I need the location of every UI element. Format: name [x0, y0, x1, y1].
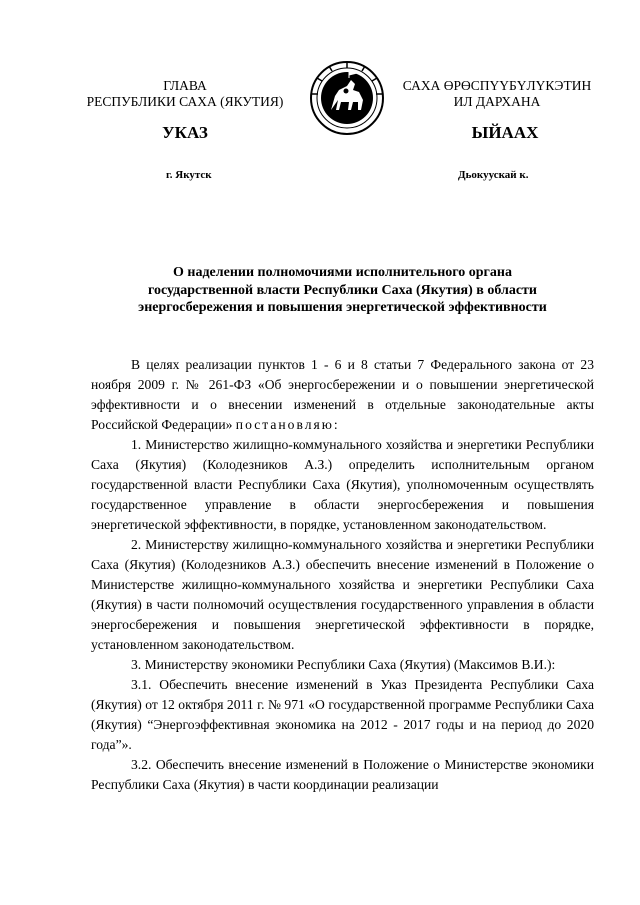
- header-right-line1: САХА ӨРӨСПҮҮБҮЛҮКЭТИН: [402, 78, 592, 93]
- subject-line: государственной власти Республики Саха (Якутия) в области: [148, 282, 537, 298]
- paragraph-1: 1. Министерство жилищно-коммунального хозяйства и энергетики Республики Саха (Якутия) (Колодезников А.З.) определить исполнительным органом государственной власти Республики Саха (Якутия), уполномоченным осуществлять государственное управление в области энергосбережения и повышения энергетической эффективности, в порядке, установленном законодательством.: [91, 437, 594, 532]
- header-left-line2: РЕСПУБЛИКИ САХА (ЯКУТИЯ): [86, 94, 284, 109]
- header-right: [392, 78, 602, 110]
- paragraph-3-2: 3.2. Обеспечить внесение изменений в Положение о Министерстве экономики Республики Саха (Якутия) в части координации реализации: [91, 757, 594, 792]
- header-left: [80, 78, 290, 110]
- coat-of-arms-emblem-icon: [309, 60, 385, 136]
- decree-subject: [90, 264, 595, 317]
- subject-line: О наделении полномочиями исполнительного органа: [173, 265, 512, 280]
- preamble-text: В целях реализации пунктов 1 - 6 и 8 статьи 7 Федерального закона от 23 ноября 2009 г. № 261-ФЗ «Об энергосбережении и о повышении энергетической эффективности и о внесении изменений в отдельные законодательные акты Российской Федерации»: [91, 357, 594, 432]
- header-left-line1: ГЛАВА: [163, 78, 207, 93]
- paragraph-3-1: 3.1. Обеспечить внесение изменений в Указ Президента Республики Саха (Якутия) от 12 октября 2011 г. № 971 «О государственной программе Республики Саха (Якутия) “Энергоэффективная экономика на 2012 - 2017 годы и на период до 2020 года”».: [91, 677, 594, 752]
- paragraph-3: 3. Министерству экономики Республики Саха (Якутия) (Максимов В.И.):: [131, 657, 556, 672]
- preamble-paragraph: [91, 355, 594, 435]
- header-right-line2: ИЛ ДАРХАНА: [453, 94, 541, 109]
- paragraph-2: 2. Министерству жилищно-коммунального хозяйства и энергетики Республики Саха (Якутия) (Колодезников А.З.) обеспечить внесение изменений в Положение о Министерстве жилищно-коммунального хозяйства и энергетики Республики Саха (Якутия) в части полномочий осуществления государственного управления в области энергосбережения и повышения энергетической эффективности в порядке, установленном законодательством.: [91, 537, 594, 652]
- decree-word: постановляю:: [235, 417, 340, 432]
- city-ru: г. Якутск: [166, 169, 212, 181]
- document-type-sah: ЫЙААХ: [471, 123, 539, 142]
- decree-body: [91, 355, 594, 795]
- subject-line: энергосбережения и повышения энергетической эффективности: [138, 300, 547, 315]
- document-type-ru: УКАЗ: [162, 123, 208, 142]
- city-sah: Дьокуускай к.: [458, 169, 529, 181]
